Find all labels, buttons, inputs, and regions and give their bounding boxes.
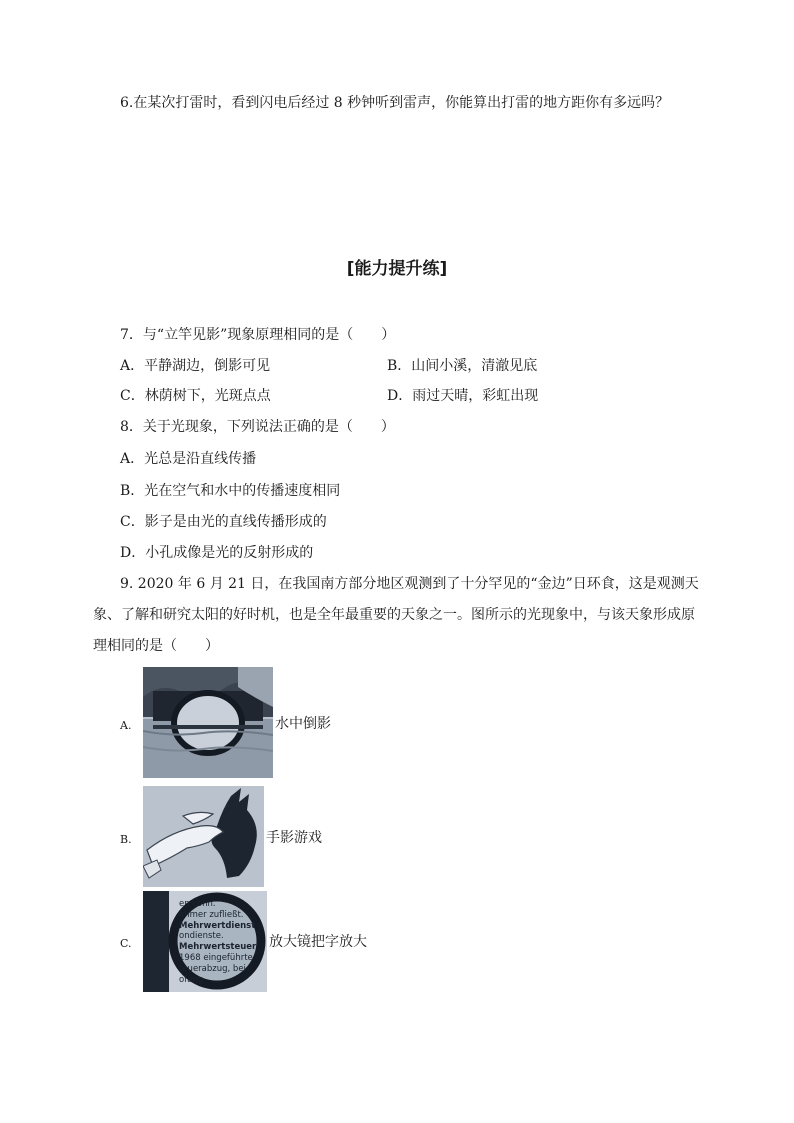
- magnifier-text: [179, 899, 267, 985]
- choice-c-caption: 放大镜把字放大: [269, 934, 367, 950]
- magnifier-line: en Lohn.: [179, 899, 216, 909]
- choice-c-label: C.: [120, 937, 132, 950]
- magnifier-line: ehmer zufließt.: [179, 909, 244, 920]
- question-7-option-d: D．雨过天晴，彩虹出现: [387, 388, 539, 404]
- question-7-option-c: C．林荫树下，光斑点点: [120, 388, 271, 404]
- magnifier-line: Mehrwertsteuer: [179, 942, 257, 953]
- section-title: [能力提升练]: [346, 259, 448, 279]
- question-8-option-d: D．小孔成像是光的反射形成的: [120, 545, 314, 561]
- question-7-stem: 7．与“立竿见影”现象原理相同的是（ ）: [120, 327, 396, 343]
- choice-b-caption: 手影游戏: [266, 830, 322, 846]
- question-9-stem-line-3: 理相同的是（ ）: [93, 638, 219, 654]
- magnifier-line: Mehrwertdienst: [179, 920, 256, 931]
- magnifier-photo: [143, 891, 267, 992]
- hand-shadow-photo: [143, 786, 264, 887]
- choice-b-label: B.: [120, 833, 132, 846]
- choice-a-caption: 水中倒影: [275, 716, 331, 732]
- question-8-stem: 8．关于光现象，下列说法正确的是（ ）: [120, 419, 395, 435]
- choice-a-label: A.: [120, 719, 132, 732]
- magnifier-line: ofang: [179, 974, 204, 985]
- question-9-stem-line-2: 象、了解和研究太阳的好时机，也是全年最重要的天象之一。图所示的光现象中，与该天象形成原: [93, 607, 695, 623]
- question-9-stem-line-1: 9. 2020 年 6 月 21 日，在我国南方部分地区观测到了十分罕见的“金边”日环食，这是观测天: [120, 576, 699, 592]
- question-8-option-a: A．光总是沿直线传播: [120, 451, 257, 467]
- bridge-reflection-photo: [143, 667, 273, 778]
- question-8-option-b: B．光在空气和水中的传播速度相同: [120, 483, 341, 499]
- question-7-option-a: A．平静湖边，倒影可见: [120, 358, 271, 374]
- magnifier-line: teuerabzug, bei: [179, 963, 246, 974]
- magnifier-line: ondienste.: [179, 931, 224, 942]
- magnifier-line: 1968 eingeführte: [179, 952, 253, 963]
- question-6: 6.在某次打雷时，看到闪电后经过 8 秒钟听到雷声，你能算出打雷的地方距你有多远吗？: [120, 95, 670, 111]
- question-7-option-b: B．山间小溪，清澈见底: [387, 358, 538, 374]
- question-8-option-c: C．影子是由光的直线传播形成的: [120, 514, 327, 530]
